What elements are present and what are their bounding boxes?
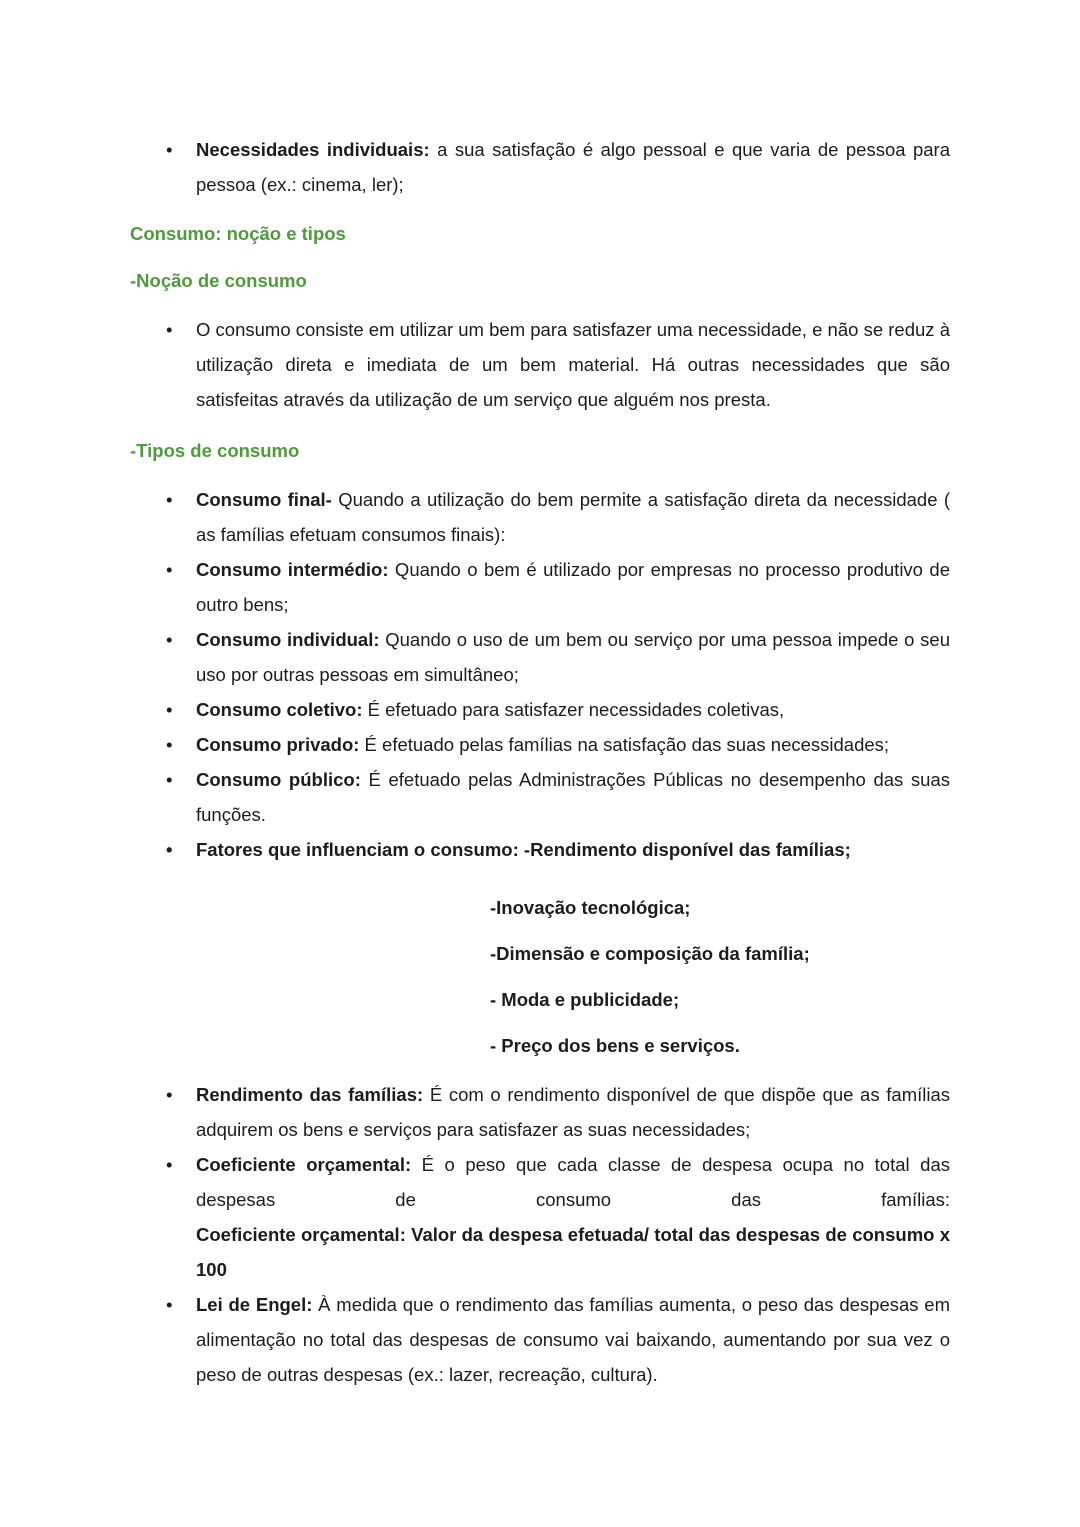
list-item-text: É com o rendimento disponível de que dispõe que as famílias adquirem os bens e serviços para satisfazer as suas necessidades; <box>196 1083 950 1140</box>
conceitos-list <box>130 1077 950 1392</box>
nocao-list <box>130 312 950 417</box>
list-item-text: Quando a utilização do bem permite a satisfação direta da necessidade ( as famílias efetuam consumos finais): <box>196 488 950 545</box>
list-item-text: Quando o uso de um bem ou serviço por uma pessoa impede o seu uso por outras pessoas em simultâneo; <box>196 628 950 685</box>
list-item-text: O consumo consiste em utilizar um bem para satisfazer uma necessidade, e não se reduz à utilização direta e imediata de um bem material. Há outras necessidades que são satisfeitas através da utilização de um serviço que alguém nos presta. <box>196 318 950 410</box>
list-item-text: É o peso que cada classe de despesa ocupa no total das despesas de consumo das famílias: <box>196 1153 950 1210</box>
table-row <box>130 552 950 622</box>
table-row <box>130 622 950 692</box>
list-item-text: a sua satisfação é algo pessoal e que varia de pessoa para pessoa (ex.: cinema, ler); <box>196 139 950 195</box>
section-heading-consumo: Consumo: noção e tipos <box>130 223 346 244</box>
list-item <box>130 132 950 202</box>
subheading-nocao-de-consumo: -Noção de consumo <box>130 269 307 291</box>
table-row <box>130 1077 950 1147</box>
list-item-text: É efetuado para satisfazer necessidades coletivas, <box>362 698 785 720</box>
necessidades-list <box>130 132 950 202</box>
list-item-lead: Consumo intermédio: <box>196 558 389 580</box>
list-item-lead: Consumo coletivo: <box>196 698 363 720</box>
list-item-lead: Consumo privado: <box>196 733 360 755</box>
subheading-tipos-de-consumo: -Tipos de consumo <box>130 439 300 461</box>
list-item-lead: Lei de Engel: <box>196 1293 313 1315</box>
fatores-main-line: Fatores que influenciam o consumo: -Rendimento disponível das famílias; <box>196 838 851 860</box>
list-item-lead: Consumo individual: <box>196 628 380 650</box>
list-item-text: É efetuado pelas Administrações Públicas no desempenho das suas funções. <box>196 768 950 825</box>
list-item <box>130 312 950 417</box>
list-item-text: Quando o bem é utilizado por empresas no processo produtivo de outro bens; <box>196 558 950 615</box>
document-body <box>130 132 950 1392</box>
table-row <box>130 692 950 727</box>
table-row <box>130 482 950 552</box>
list-item-lead: Coeficiente orçamental: <box>196 1153 412 1175</box>
list-item-lead: Consumo público: <box>196 768 361 790</box>
tipos-de-consumo-list <box>130 482 950 867</box>
list-item-lead: Necessidades individuais: <box>196 139 430 160</box>
table-row <box>130 1147 950 1287</box>
fatores-sublines <box>130 890 950 1063</box>
table-row <box>130 727 950 762</box>
table-row <box>130 1287 950 1392</box>
table-row <box>130 832 950 867</box>
list-item-text: É efetuado pelas famílias na satisfação das suas necessidades; <box>359 733 890 755</box>
list-item-lead: Rendimento das famílias: <box>196 1083 424 1105</box>
fatores-subline: -Dimensão e composição da família; <box>490 942 810 964</box>
fatores-subline: - Moda e publicidade; <box>490 988 680 1010</box>
list-item-lead: Consumo final- <box>196 488 332 510</box>
coeficiente-formula: Coeficiente orçamental: Valor da despesa efetuada/ total das despesas de consumo x 100 <box>196 1223 950 1280</box>
fatores-subline: -Inovação tecnológica; <box>490 896 691 918</box>
fatores-subline: - Preço dos bens e serviços. <box>490 1034 740 1056</box>
list-item-text: À medida que o rendimento das famílias aumenta, o peso das despesas em alimentação no total das despesas de consumo vai baixando, aumentando por sua vez o peso de outras despesas (ex.: lazer, recreação, cultura). <box>196 1293 950 1385</box>
table-row <box>130 762 950 832</box>
